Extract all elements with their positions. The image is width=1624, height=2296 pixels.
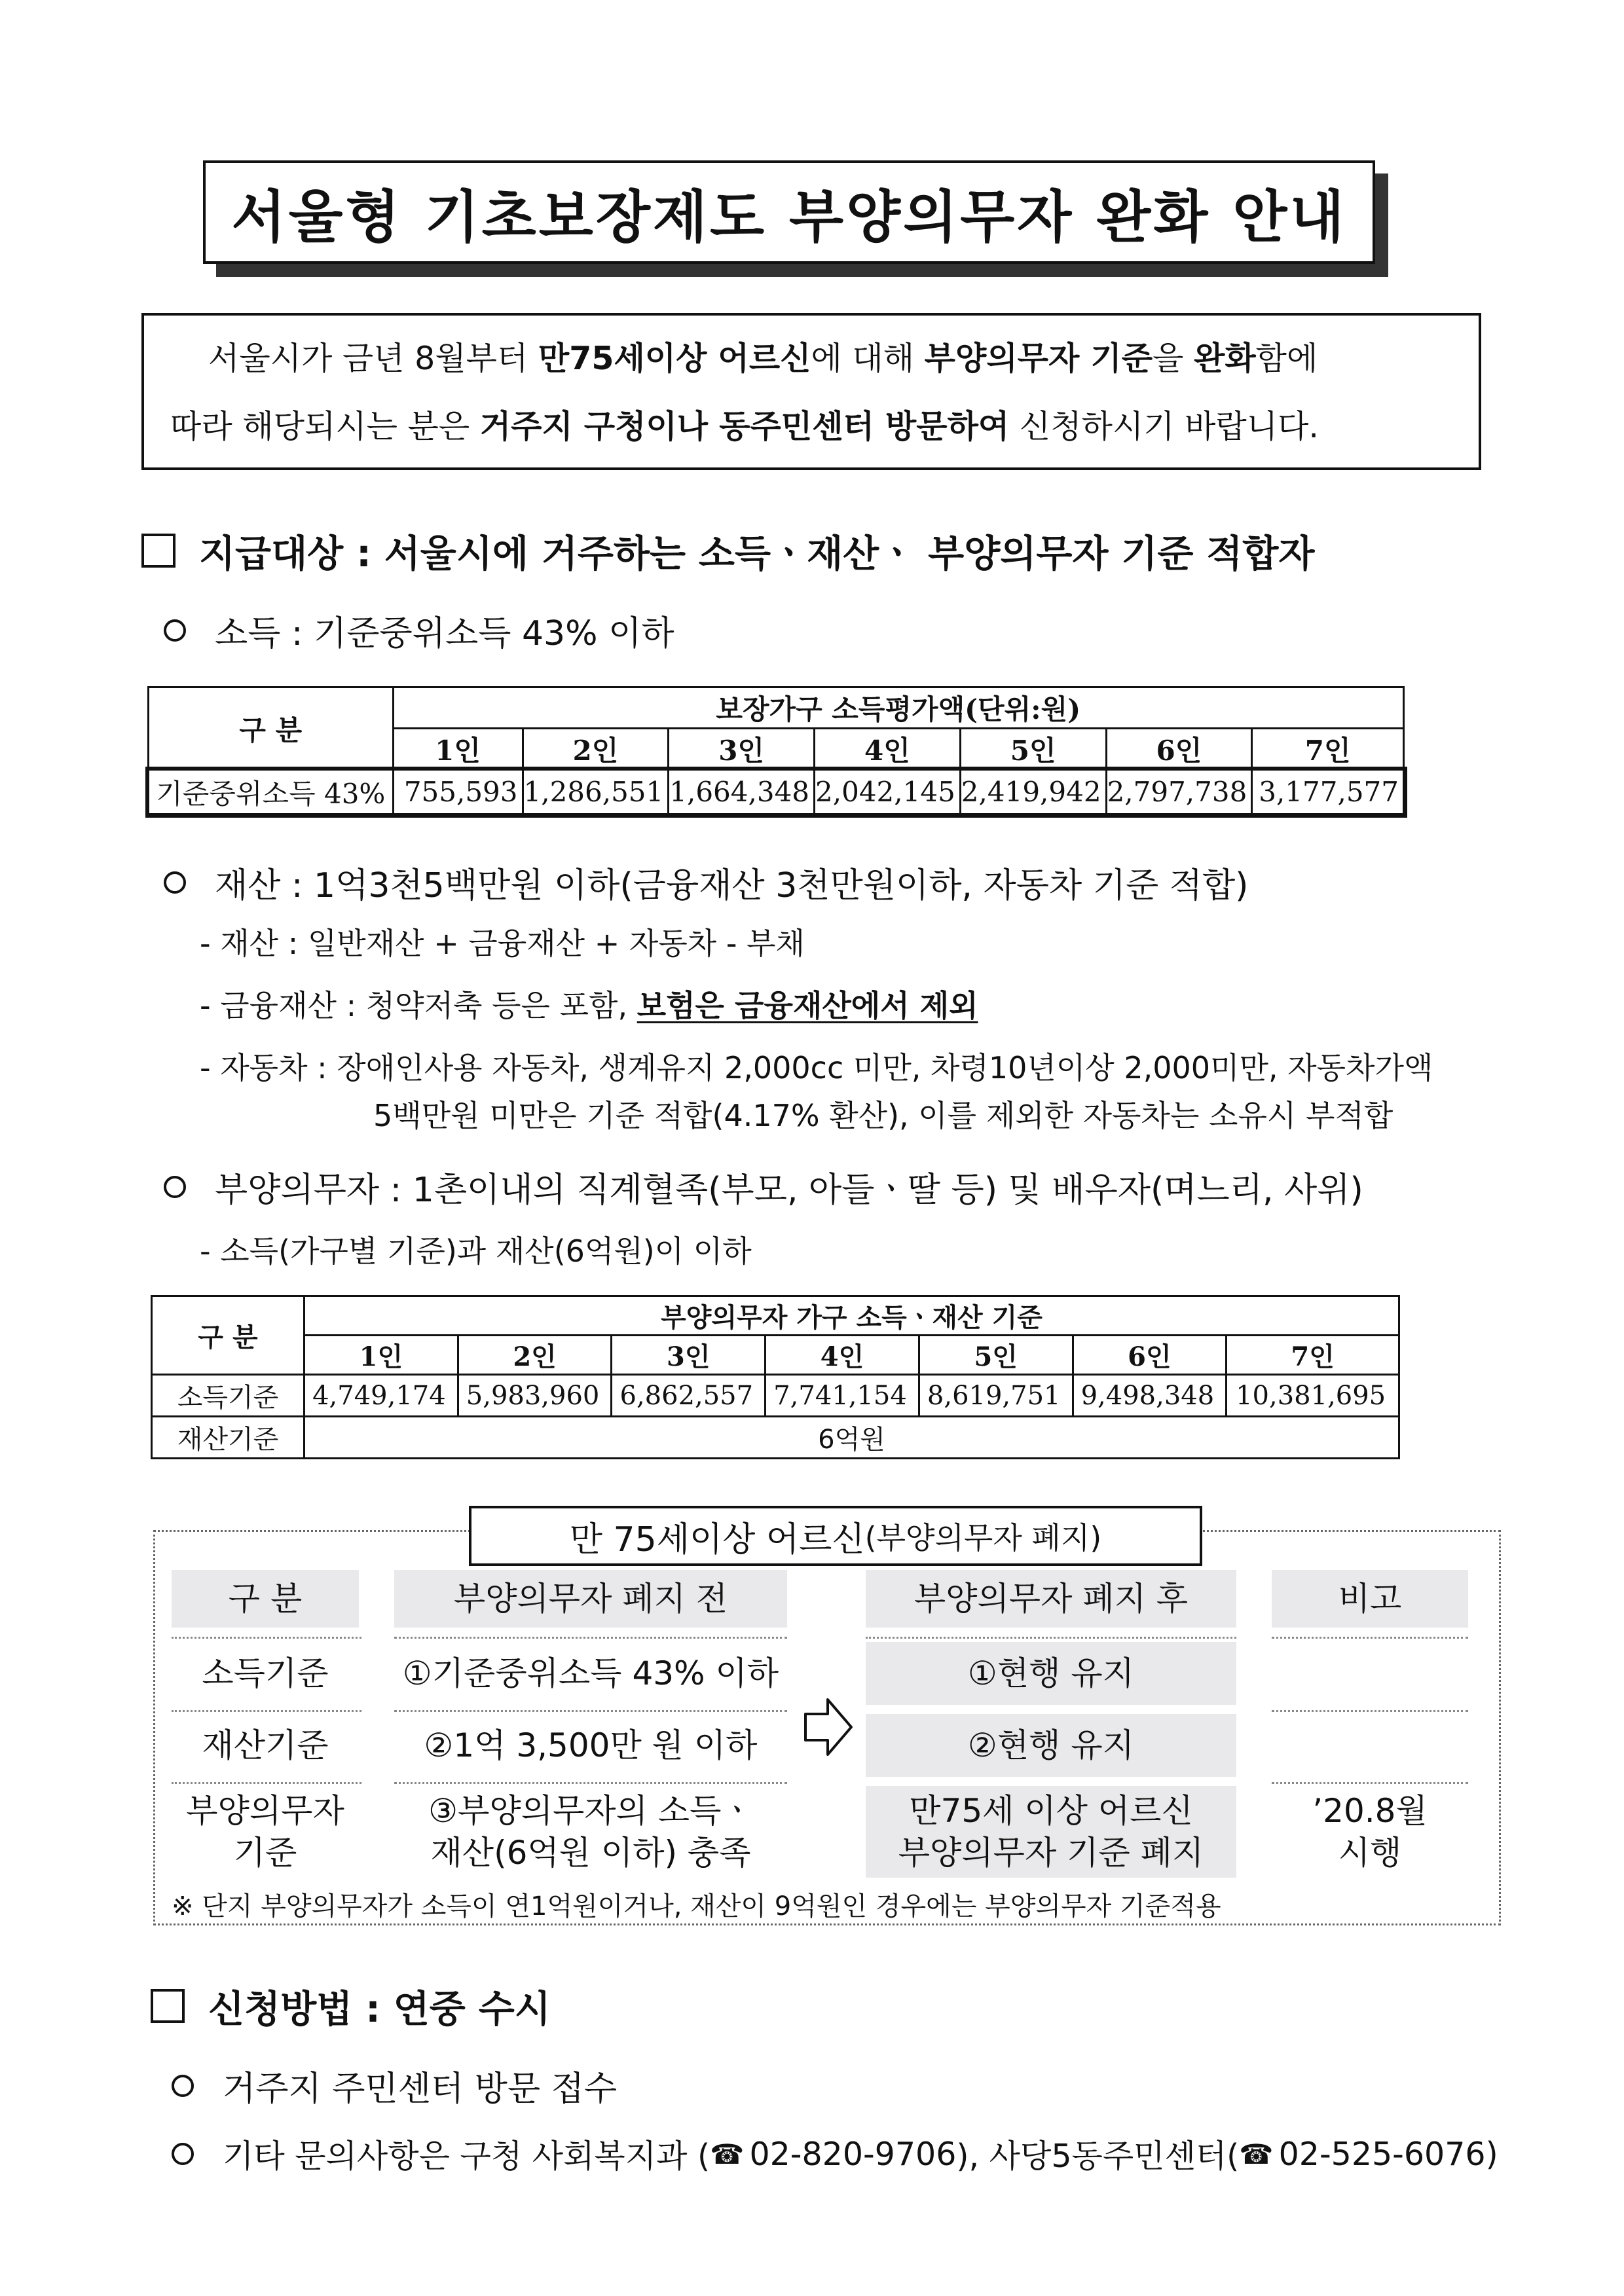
- checkbox-square-icon: [141, 534, 175, 568]
- notice-text: 신청하시기 바랍니다.: [1009, 408, 1319, 445]
- income-cell: 2,042,145: [815, 770, 961, 814]
- phone-number-community-center: 02-525-6076: [1278, 2135, 1486, 2173]
- notice-text: 서울시가 금년 8월부터: [208, 340, 538, 377]
- property-item-financial: [200, 982, 978, 1025]
- comparison-note-cell: [1272, 1786, 1468, 1878]
- support-property-label: 재산기준: [152, 1417, 304, 1459]
- divider: [394, 1782, 787, 1784]
- comparison-before-line: 재산(6억원 이하) 충족: [430, 1834, 751, 1872]
- comparison-row-label: 재산기준: [202, 1726, 329, 1764]
- comparison-after-cell: [866, 1786, 1236, 1878]
- income-cell: 755,593: [393, 770, 523, 814]
- income-table-group-header: 보장가구 소득평가액(단위:원): [393, 687, 1403, 729]
- notice-emphasis: 부양의무자 기준: [924, 340, 1153, 377]
- circle-bullet-icon: [164, 871, 186, 894]
- support-income-cell: 7,741,154: [766, 1375, 919, 1417]
- divider: [1272, 1710, 1468, 1712]
- support-income-cell: 6,862,557: [612, 1375, 766, 1417]
- notice-emphasis: 거주지 구청이나 동주민센터 방문하여: [479, 408, 1010, 445]
- divider: [866, 1637, 1236, 1639]
- application-item-visit-text: 거주지 주민센터 방문 접수: [223, 2069, 618, 2109]
- notice-text: 따라 해당되시는 분은: [170, 408, 480, 445]
- comparison-before-line: ③부양의무자의 소득ㆍ: [428, 1792, 753, 1830]
- contact-text: ), 사당5동주민센터(: [956, 2138, 1240, 2175]
- comparison-before-cell: ②1억 3,500만 원 이하: [424, 1726, 758, 1764]
- comparison-after-line: 만75세 이상 어르신: [909, 1792, 1193, 1830]
- support-col-header: 7인: [1227, 1336, 1399, 1375]
- comparison-title: [469, 1506, 1202, 1566]
- support-col-header: 2인: [458, 1336, 612, 1375]
- support-table-group-header: 부양의무자 가구 소득ㆍ재산 기준: [304, 1296, 1399, 1336]
- support-obligation-criterion: [164, 1162, 1363, 1211]
- section-application-header: [151, 1979, 551, 2033]
- comparison-note-cell: [1272, 1642, 1468, 1705]
- income-cell: 1,286,551: [523, 770, 669, 814]
- comparison-note-cell: [1272, 1714, 1468, 1777]
- section-eligibility-title: 지급대상 : 서울시에 거주하는 소득ㆍ재산ㆍ 부양의무자 기준 적합자: [199, 532, 1315, 575]
- comparison-after-cell: ①현행 유지: [866, 1642, 1236, 1705]
- support-income-cell: 10,381,695: [1227, 1375, 1399, 1417]
- phone-icon: ☎: [710, 2138, 745, 2170]
- income-cell: 1,664,348: [669, 770, 815, 814]
- comparison-header-before: 부양의무자 폐지 전: [394, 1570, 787, 1628]
- property-item-car-line2: 5백만원 미만은 기준 적합(4.17% 환산), 이를 제외한 자동차는 소유시 부적합: [373, 1098, 1393, 1133]
- support-col-header: 5인: [919, 1336, 1073, 1375]
- support-income-cell: 8,619,751: [919, 1375, 1073, 1417]
- support-col-header: 3인: [612, 1336, 766, 1375]
- support-income-cell: 5,983,960: [458, 1375, 612, 1417]
- notice-box: [141, 313, 1481, 470]
- comparison-header-category: 구 분: [172, 1570, 359, 1628]
- comparison-title-sub: (부양의무자 폐지): [864, 1520, 1102, 1556]
- support-col-header: 6인: [1073, 1336, 1227, 1375]
- notice-emphasis: 완화: [1194, 340, 1256, 377]
- comparison-after-line: 부양의무자 기준 폐지: [898, 1834, 1204, 1872]
- section-eligibility-header: [141, 524, 1314, 577]
- comparison-before-cell: ①기준중위소득 43% 이하: [402, 1654, 779, 1692]
- application-item-contact: [172, 2131, 1498, 2177]
- comparison-note-line: 시행: [1338, 1834, 1402, 1872]
- income-col-header: 6인: [1106, 729, 1252, 770]
- circle-bullet-icon: [164, 619, 186, 642]
- support-property-value: 6억원: [304, 1417, 1399, 1459]
- notice-line-2: [170, 393, 1452, 461]
- comparison-header-note: 비고: [1272, 1570, 1468, 1628]
- right-arrow-icon: [803, 1696, 855, 1758]
- income-cell: 2,419,942: [960, 770, 1106, 814]
- property-criterion-text: 재산 : 1억3천5백만원 이하(금융재산 3천만원이하, 자동차 기준 적합): [215, 866, 1249, 905]
- property-item-car-line1: - 자동차 : 장애인사용 자동차, 생계유지 2,000cc 미만, 차령10년이상 2,000미만, 자동차가액: [200, 1050, 1433, 1085]
- income-row-label: 기준중위소득 43%: [149, 770, 394, 814]
- comparison-header-after: 부양의무자 폐지 후: [866, 1570, 1236, 1628]
- divider: [394, 1637, 787, 1639]
- divider: [172, 1710, 361, 1712]
- circle-bullet-icon: [172, 2075, 194, 2097]
- page-title: 서울형 기초보장제도 부양의무자 완화 안내: [203, 160, 1375, 264]
- income-criterion: [164, 606, 674, 655]
- support-table: [151, 1295, 1400, 1459]
- comparison-row-label: 소득기준: [202, 1654, 329, 1692]
- income-criterion-text: 소득 : 기준중위소득 43% 이하: [215, 614, 674, 653]
- circle-bullet-icon: [164, 1176, 186, 1198]
- income-cell: 2,797,738: [1106, 770, 1252, 814]
- property-criterion: [164, 858, 1248, 907]
- divider: [172, 1637, 361, 1639]
- income-cell: 3,177,577: [1252, 770, 1404, 814]
- support-income-label: 소득기준: [152, 1375, 304, 1417]
- divider: [1272, 1782, 1468, 1784]
- divider: [394, 1710, 787, 1712]
- income-col-header: 7인: [1252, 729, 1404, 770]
- support-income-cell: 4,749,174: [304, 1375, 458, 1417]
- divider: [172, 1782, 361, 1784]
- section-application-title: 신청방법 : 연중 수시: [208, 1988, 551, 2031]
- income-col-header: 4인: [815, 729, 961, 770]
- support-col-header: 4인: [766, 1336, 919, 1375]
- application-item-visit: [172, 2061, 617, 2110]
- comparison-after-cell: ②현행 유지: [866, 1714, 1236, 1777]
- comparison-title-main: 만 75세이상 어르신: [569, 1520, 865, 1559]
- phone-icon: ☎: [1239, 2138, 1274, 2170]
- support-table-row-header: 구 분: [152, 1296, 304, 1375]
- support-obligation-item: - 소득(가구별 기준)과 재산(6억원)이 이하: [200, 1233, 752, 1269]
- income-col-header: 3인: [669, 729, 815, 770]
- circle-bullet-icon: [172, 2143, 194, 2165]
- property-item-financial-text: - 금융재산 : 청약저축 등은 포함,: [200, 988, 637, 1023]
- comparison-row-label-line: 부양의무자: [186, 1792, 344, 1830]
- comparison-note-line: ’20.8월: [1312, 1792, 1428, 1830]
- income-col-header: 1인: [393, 729, 523, 770]
- phone-number-district-office: 02-820-9706: [749, 2135, 957, 2173]
- support-income-cell: 9,498,348: [1073, 1375, 1227, 1417]
- income-table: [147, 686, 1405, 815]
- comparison-footnote: ※ 단지 부양의무자가 소득이 연1억원이거나, 재산이 9억원인 경우에는 부양의무자 기준적용: [172, 1891, 1221, 1922]
- divider: [1272, 1637, 1468, 1639]
- comparison-row-label: [172, 1786, 359, 1878]
- income-col-header: 2인: [523, 729, 669, 770]
- property-item-general: - 재산 : 일반재산 + 금융재산 + 자동차 - 부채: [200, 926, 805, 961]
- income-table-row-header: 구 분: [149, 687, 394, 770]
- notice-line-1: [170, 325, 1452, 393]
- support-col-header: 1인: [304, 1336, 458, 1375]
- income-col-header: 5인: [960, 729, 1106, 770]
- checkbox-square-icon: [151, 1989, 185, 2023]
- contact-text: 기타 문의사항은 구청 사회복지과 (: [223, 2138, 710, 2175]
- comparison-before-cell: [394, 1786, 787, 1878]
- notice-text: 에 대해: [811, 340, 925, 377]
- insurance-exclusion-note: 보험은 금융재산에서 제외: [637, 988, 978, 1023]
- support-obligation-text: 부양의무자 : 1촌이내의 직계혈족(부모, 아들ㆍ딸 등) 및 배우자(며느리, 사위): [215, 1171, 1363, 1210]
- contact-text: ): [1485, 2135, 1498, 2173]
- notice-emphasis: 만75세이상 어르신: [538, 340, 811, 377]
- notice-text: 함에: [1255, 340, 1318, 377]
- notice-text: 을: [1153, 340, 1194, 377]
- comparison-row-label-line: 기준: [233, 1834, 297, 1872]
